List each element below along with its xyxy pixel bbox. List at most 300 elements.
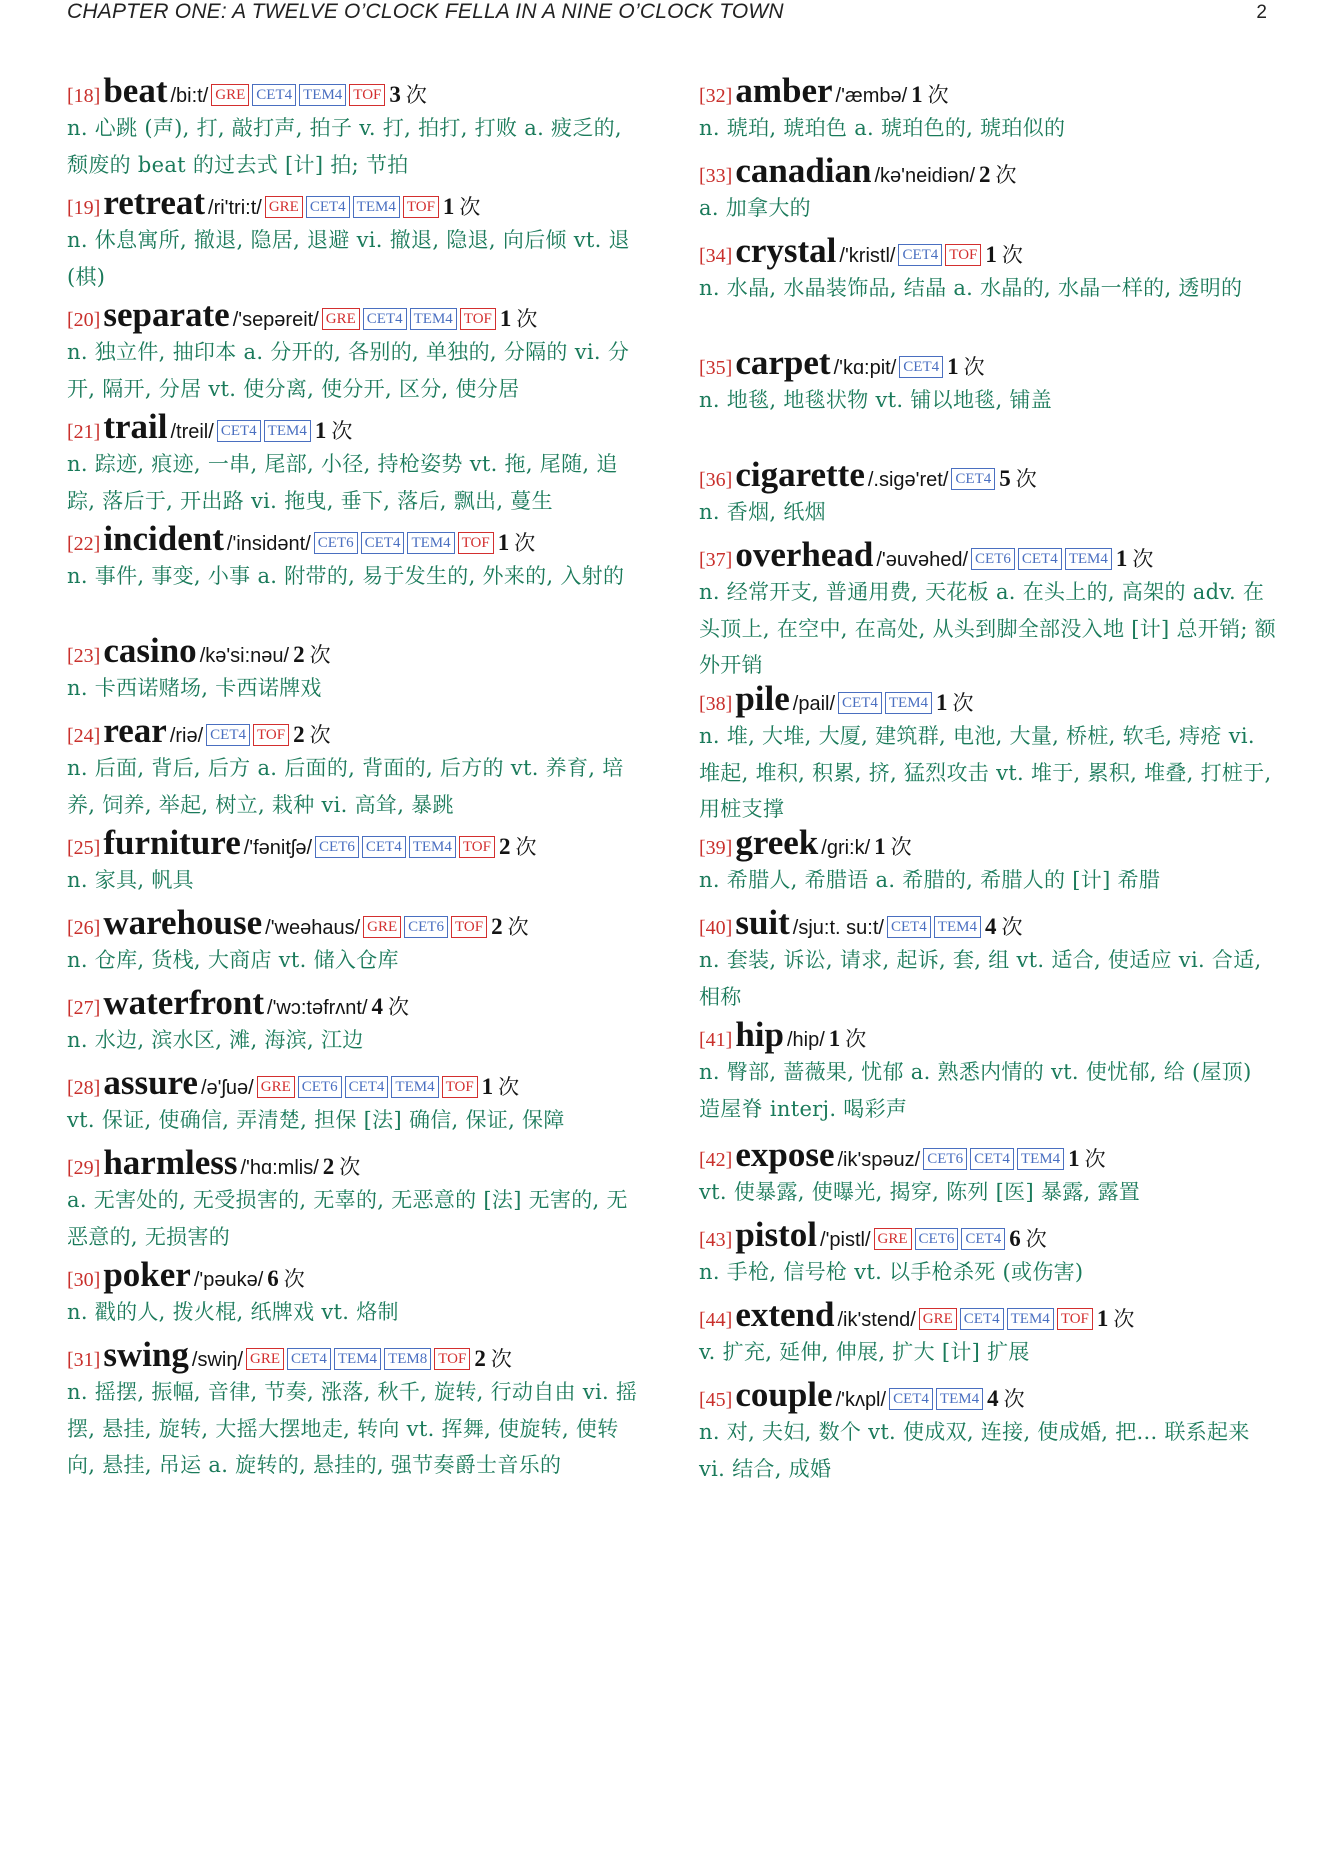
count-unit: 次 — [515, 835, 537, 859]
headword: furniture — [103, 823, 241, 862]
entry-headline — [67, 902, 645, 944]
vocab-entry — [67, 70, 645, 183]
page-header — [67, 0, 1267, 28]
occurrence-count — [1068, 1146, 1106, 1171]
exam-tag-cet4: CET4 — [961, 1228, 1005, 1250]
definition: n. 卡西诺赌场, 卡西诺牌戏 — [67, 676, 322, 700]
occurrence-count — [323, 1154, 361, 1179]
occurrence-count — [985, 914, 1023, 939]
count-number: 2 — [491, 914, 503, 939]
exam-tag-tof: TOF — [459, 836, 495, 858]
definition: n. 琥珀, 琥珀色 a. 琥珀色的, 琥珀似的 — [699, 116, 1066, 140]
count-number: 1 — [497, 530, 510, 555]
count-unit: 次 — [1084, 1147, 1106, 1171]
count-number: 1 — [314, 418, 327, 443]
pronunciation: /'kristl/ — [839, 245, 896, 267]
definition: n. 水边, 滨水区, 滩, 海滨, 江边 — [67, 1028, 364, 1052]
pronunciation: /hip/ — [786, 1029, 825, 1051]
entry-index: [35] — [699, 357, 733, 379]
count-number: 1 — [499, 306, 512, 331]
entry-index: [25] — [67, 837, 101, 859]
exam-tag-cet4: CET4 — [1018, 548, 1062, 570]
occurrence-count — [498, 530, 536, 555]
vocab-entry — [67, 902, 645, 979]
exam-tag-tem4: TEM4 — [410, 308, 457, 330]
entry-index: [32] — [699, 85, 733, 107]
exam-tag-cet6: CET6 — [915, 1228, 959, 1250]
exam-tag-cet4: CET4 — [306, 196, 350, 218]
count-number: 2 — [293, 642, 305, 667]
exam-tag-cet4: CET4 — [363, 308, 407, 330]
vocab-entry — [67, 182, 645, 295]
entry-headline — [699, 1134, 1277, 1176]
headword: trail — [103, 407, 168, 446]
entry-index: [36] — [699, 469, 733, 491]
exam-tag-tem4: TEM4 — [936, 1388, 983, 1410]
count-unit: 次 — [507, 915, 529, 939]
occurrence-count — [500, 306, 538, 331]
entry-index: [30] — [67, 1269, 101, 1291]
pronunciation: /'æmbə/ — [835, 85, 908, 107]
occurrence-count — [443, 194, 481, 219]
entry-index: [43] — [699, 1229, 733, 1251]
vocab-entry — [699, 902, 1277, 1015]
exam-tag-tof: TOF — [460, 308, 496, 330]
vocab-entry — [67, 518, 645, 595]
exam-tag-tof: TOF — [349, 84, 385, 106]
entry-index: [22] — [67, 533, 101, 555]
entry-index: [27] — [67, 997, 101, 1019]
exam-tag-tem4: TEM4 — [885, 692, 932, 714]
count-unit: 次 — [309, 723, 331, 747]
count-unit: 次 — [405, 83, 427, 107]
vocab-entry — [699, 1374, 1277, 1487]
definition: n. 希腊人, 希腊语 a. 希腊的, 希腊人的 [计] 希腊 — [699, 868, 1161, 892]
entry-headline — [699, 230, 1277, 272]
exam-tag-gre: GRE — [363, 916, 401, 938]
headword: poker — [103, 1255, 191, 1294]
pronunciation: /ik'spəuz/ — [837, 1149, 921, 1171]
entry-index: [21] — [67, 421, 101, 443]
count-unit: 次 — [309, 643, 331, 667]
exam-tag-tem8: TEM8 — [384, 1348, 431, 1370]
count-unit: 次 — [339, 1155, 361, 1179]
count-unit: 次 — [995, 163, 1017, 187]
exam-tag-cet6: CET6 — [971, 548, 1015, 570]
entry-headline — [67, 630, 645, 672]
count-number: 1 — [481, 1074, 494, 1099]
count-unit: 次 — [1132, 547, 1154, 571]
entry-headline — [699, 1214, 1277, 1256]
exam-tag-gre: GRE — [211, 84, 249, 106]
exam-tag-tem4: TEM4 — [299, 84, 346, 106]
definition: n. 心跳 (声), 打, 敲打声, 拍子 v. 打, 拍打, 打败 a. 疲乏的, 颓废的 beat 的过去式 [计] 拍; 节拍 — [67, 116, 622, 177]
count-number: 1 — [1068, 1146, 1080, 1171]
headword: harmless — [103, 1143, 238, 1182]
entry-headline — [67, 1334, 645, 1376]
vocab-entry — [699, 1134, 1277, 1211]
entry-headline — [699, 678, 1277, 720]
pronunciation: /gri:k/ — [821, 837, 871, 859]
vocab-entry — [699, 150, 1277, 227]
exam-tag-cet4: CET4 — [899, 356, 943, 378]
exam-tag-cet4: CET4 — [361, 532, 405, 554]
vocab-entry — [699, 1214, 1277, 1291]
headword: couple — [735, 1375, 833, 1414]
pronunciation: /'hɑ:mlis/ — [240, 1157, 319, 1179]
exam-tag-gre: GRE — [257, 1076, 295, 1098]
pronunciation: /ə'ʃuə/ — [200, 1077, 254, 1099]
headword: casino — [103, 631, 197, 670]
headword: warehouse — [103, 903, 263, 942]
exam-tag-gre: GRE — [246, 1348, 284, 1370]
vocab-entry — [67, 1062, 645, 1139]
occurrence-count — [999, 466, 1037, 491]
exam-tag-cet4: CET4 — [970, 1148, 1014, 1170]
entry-index: [23] — [67, 645, 101, 667]
exam-tag-tem4: TEM4 — [407, 532, 454, 554]
vocab-entry — [699, 342, 1277, 419]
occurrence-count — [372, 994, 410, 1019]
exam-tag-cet6: CET6 — [298, 1076, 342, 1098]
occurrence-count — [987, 1386, 1025, 1411]
occurrence-count — [315, 418, 353, 443]
headword: suit — [735, 903, 790, 942]
occurrence-count — [1116, 546, 1154, 571]
vocab-entry — [699, 678, 1277, 828]
definition: vt. 使暴露, 使曝光, 揭穿, 陈列 [医] 暴露, 露置 — [699, 1180, 1141, 1204]
occurrence-count — [985, 242, 1023, 267]
definition: a. 无害处的, 无受损害的, 无辜的, 无恶意的 [法] 无害的, 无恶意的, 无损害的 — [67, 1188, 628, 1249]
exam-tag-cet4: CET4 — [252, 84, 296, 106]
vocab-entry — [699, 1014, 1277, 1127]
pronunciation: /'insidənt/ — [226, 533, 311, 555]
exam-tag-tem4: TEM4 — [353, 196, 400, 218]
entry-index: [42] — [699, 1149, 733, 1171]
pronunciation: /'pəukə/ — [193, 1269, 264, 1291]
entry-headline — [699, 902, 1277, 944]
headword: extend — [735, 1295, 835, 1334]
exam-tag-tof: TOF — [403, 196, 439, 218]
occurrence-count — [911, 82, 949, 107]
exam-tag-tem4: TEM4 — [1065, 548, 1112, 570]
definition: n. 家具, 帆具 — [67, 868, 194, 892]
entry-index: [41] — [699, 1029, 733, 1051]
entry-index: [26] — [67, 917, 101, 939]
count-number: 2 — [979, 162, 991, 187]
definition: a. 加拿大的 — [699, 196, 811, 220]
occurrence-count — [293, 642, 331, 667]
entry-headline — [699, 70, 1277, 112]
occurrence-count — [474, 1346, 512, 1371]
pronunciation: /treil/ — [170, 421, 214, 443]
exam-tag-cet6: CET6 — [315, 836, 359, 858]
headword: waterfront — [103, 983, 265, 1022]
exam-tag-tof: TOF — [1057, 1308, 1093, 1330]
definition: n. 休息寓所, 撤退, 隐居, 退避 vi. 撤退, 隐退, 向后倾 vt. 退 (棋) — [67, 228, 630, 289]
pronunciation: /'əuvəhed/ — [876, 549, 969, 571]
exam-tag-tof: TOF — [253, 724, 289, 746]
occurrence-count — [267, 1266, 305, 1291]
count-unit: 次 — [1015, 467, 1037, 491]
entry-index: [18] — [67, 85, 101, 107]
count-number: 6 — [1009, 1226, 1021, 1251]
definition: n. 香烟, 纸烟 — [699, 500, 826, 524]
definition: n. 套装, 诉讼, 请求, 起诉, 套, 组 vt. 适合, 使适应 vi. 合适, 相称 — [699, 948, 1262, 1009]
headword: pistol — [735, 1215, 818, 1254]
exam-tag-cet4: CET4 — [362, 836, 406, 858]
entry-index: [20] — [67, 309, 101, 331]
exam-tag-cet4: CET4 — [960, 1308, 1004, 1330]
pronunciation: /kə'si:nəu/ — [199, 645, 290, 667]
exam-tag-tem4: TEM4 — [334, 1348, 381, 1370]
count-unit: 次 — [459, 195, 481, 219]
exam-tag-tem4: TEM4 — [264, 420, 311, 442]
pronunciation: /'sepəreit/ — [232, 309, 319, 331]
exam-tag-cet4: CET4 — [887, 916, 931, 938]
entry-index: [44] — [699, 1309, 733, 1331]
headword: retreat — [103, 183, 206, 222]
exam-tag-tem4: TEM4 — [409, 836, 456, 858]
entry-index: [33] — [699, 165, 733, 187]
entry-index: [34] — [699, 245, 733, 267]
count-unit: 次 — [1025, 1227, 1047, 1251]
entry-index: [38] — [699, 693, 733, 715]
pronunciation: /bi:t/ — [170, 85, 209, 107]
pronunciation: /'kɑ:pit/ — [833, 357, 897, 379]
entry-headline — [699, 822, 1277, 864]
count-unit: 次 — [963, 355, 985, 379]
count-number: 3 — [389, 82, 401, 107]
exam-tag-gre: GRE — [874, 1228, 912, 1250]
vocab-entry — [67, 1254, 645, 1331]
entry-headline — [67, 294, 645, 336]
count-unit: 次 — [890, 835, 912, 859]
exam-tag-cet4: CET4 — [889, 1388, 933, 1410]
entry-headline — [699, 1294, 1277, 1336]
headword: pile — [735, 679, 790, 718]
count-number: 2 — [498, 834, 511, 859]
pronunciation: /'kʌpl/ — [835, 1389, 887, 1411]
headword: beat — [103, 71, 168, 110]
occurrence-count — [979, 162, 1017, 187]
vocab-entry — [67, 406, 645, 519]
headword: expose — [735, 1135, 835, 1174]
occurrence-count — [293, 722, 331, 747]
entry-headline — [699, 1014, 1277, 1056]
exam-tag-tof: TOF — [442, 1076, 478, 1098]
count-number: 4 — [984, 914, 997, 939]
entry-index: [39] — [699, 837, 733, 859]
definition: n. 踪迹, 痕迹, 一串, 尾部, 小径, 持枪姿势 vt. 拖, 尾随, 追踪, 落后于, 开出路 vi. 拖曳, 垂下, 落后, 飘出, 蔓生 — [67, 452, 618, 513]
definition: n. 戳的人, 拨火棍, 纸牌戏 vt. 烙制 — [67, 1300, 399, 1324]
occurrence-count — [829, 1026, 867, 1051]
exam-tag-cet4: CET4 — [287, 1348, 331, 1370]
count-number: 6 — [267, 1266, 279, 1291]
definition: n. 经常开支, 普通用费, 天花板 a. 在头上的, 高架的 adv. 在头顶上, 在空中, 在高处, 从头到脚全部没入地 [计] 总开销; 额外开销 — [699, 580, 1277, 677]
count-number: 4 — [987, 1386, 999, 1411]
entry-headline — [67, 518, 645, 560]
entry-index: [40] — [699, 917, 733, 939]
occurrence-count — [1097, 1306, 1135, 1331]
pronunciation: /.sigə'ret/ — [867, 469, 949, 491]
pronunciation: /ri'tri:t/ — [208, 197, 262, 219]
headword: separate — [103, 295, 230, 334]
count-unit: 次 — [1113, 1307, 1135, 1331]
pronunciation: /sju:t. su:t/ — [792, 917, 884, 939]
exam-tag-cet4: CET4 — [898, 244, 942, 266]
exam-tag-tem4: TEM4 — [1017, 1148, 1064, 1170]
headword: hip — [735, 1015, 784, 1054]
occurrence-count — [482, 1074, 520, 1099]
definition: n. 堆, 大堆, 大厦, 建筑群, 电池, 大量, 桥桩, 软毛, 痔疮 vi. 堆起, 堆积, 积累, 挤, 猛烈攻击 vt. 堆于, 累积, 堆叠, 打桩于, 用桩支撑 — [699, 724, 1272, 821]
count-number: 1 — [911, 82, 923, 107]
vocab-entry — [67, 982, 645, 1059]
count-number: 1 — [936, 690, 948, 715]
entry-headline — [699, 342, 1277, 384]
exam-tag-tem4: TEM4 — [1007, 1308, 1054, 1330]
definition: n. 手枪, 信号枪 vt. 以手枪杀死 (或伤害) — [699, 1260, 1084, 1284]
exam-tag-tof: TOF — [458, 532, 494, 554]
count-unit: 次 — [1001, 915, 1023, 939]
vocab-entry — [699, 454, 1277, 531]
entry-headline — [699, 1374, 1277, 1416]
count-unit: 次 — [952, 691, 974, 715]
definition: n. 臀部, 蔷薇果, 忧郁 a. 熟悉内情的 vt. 使忧郁, 给 (屋顶) 造屋脊 interj. 喝彩声 — [699, 1060, 1252, 1121]
definition: n. 水晶, 水晶装饰品, 结晶 a. 水晶的, 水晶一样的, 透明的 — [699, 276, 1243, 300]
entry-headline — [67, 182, 645, 224]
occurrence-count — [874, 834, 912, 859]
exam-tag-cet6: CET6 — [923, 1148, 967, 1170]
headword: crystal — [735, 231, 837, 270]
vocab-entry — [699, 534, 1277, 684]
count-number: 1 — [1096, 1306, 1109, 1331]
count-number: 2 — [474, 1346, 486, 1371]
vocab-entry — [699, 70, 1277, 147]
pronunciation: /'weəhaus/ — [265, 917, 361, 939]
vocab-entry — [67, 1334, 645, 1484]
entry-index: [45] — [699, 1389, 733, 1411]
count-number: 1 — [985, 242, 997, 267]
vocab-entry — [67, 630, 645, 707]
count-unit: 次 — [331, 419, 353, 443]
entry-index: [31] — [67, 1349, 101, 1371]
entry-index: [28] — [67, 1077, 101, 1099]
count-unit: 次 — [845, 1027, 867, 1051]
count-number: 2 — [322, 1154, 335, 1179]
pronunciation: /kə'neidiən/ — [874, 165, 976, 187]
entry-headline — [67, 406, 645, 448]
headword: greek — [735, 823, 819, 862]
pronunciation: /'wɔ:təfrʌnt/ — [267, 997, 368, 1019]
vocab-entry — [699, 230, 1277, 307]
entry-headline — [699, 534, 1277, 576]
entry-headline — [67, 1142, 645, 1184]
occurrence-count — [491, 914, 529, 939]
headword: carpet — [735, 343, 831, 382]
exam-tag-cet4: CET4 — [951, 468, 995, 490]
entry-headline — [699, 454, 1277, 496]
headword: rear — [103, 711, 167, 750]
exam-tag-cet4: CET4 — [206, 724, 250, 746]
count-number: 1 — [828, 1026, 841, 1051]
vocab-entry — [699, 1294, 1277, 1371]
headword: overhead — [735, 535, 874, 574]
definition: n. 地毯, 地毯状物 vt. 铺以地毯, 铺盖 — [699, 388, 1053, 412]
definition: n. 独立件, 抽印本 a. 分开的, 各别的, 单独的, 分隔的 vi. 分开, 隔开, 分居 vt. 使分离, 使分开, 区分, 使分居 — [67, 340, 630, 401]
entry-headline — [67, 70, 645, 112]
entry-headline — [67, 1062, 645, 1104]
occurrence-count — [936, 690, 974, 715]
definition: n. 仓库, 货栈, 大商店 vt. 储入仓库 — [67, 948, 399, 972]
entry-headline — [67, 710, 645, 752]
entry-index: [29] — [67, 1157, 101, 1179]
exam-tag-cet6: CET6 — [404, 916, 448, 938]
pronunciation: /swiŋ/ — [191, 1349, 244, 1371]
count-number: 1 — [1115, 546, 1128, 571]
occurrence-count — [947, 354, 985, 379]
count-number: 1 — [442, 194, 455, 219]
vocab-entry — [67, 294, 645, 407]
headword: incident — [103, 519, 224, 558]
entry-index: [37] — [699, 549, 733, 571]
entry-headline — [699, 150, 1277, 192]
page-number: 2 — [1256, 2, 1267, 23]
pronunciation: /'pistl/ — [820, 1229, 871, 1251]
count-unit: 次 — [498, 1075, 520, 1099]
definition: vt. 保证, 使确信, 弄清楚, 担保 [法] 确信, 保证, 保障 — [67, 1108, 565, 1132]
count-unit: 次 — [283, 1267, 305, 1291]
exam-tag-cet4: CET4 — [838, 692, 882, 714]
headword: swing — [103, 1335, 189, 1374]
pronunciation: /pail/ — [792, 693, 836, 715]
chapter-title: CHAPTER ONE: A TWELVE O’CLOCK FELLA IN A NINE O’CLOCK TOWN — [67, 0, 784, 23]
vocab-entry — [67, 822, 645, 899]
definition: n. 后面, 背后, 后方 a. 后面的, 背面的, 后方的 vt. 养育, 培养, 饲养, 举起, 树立, 栽种 vi. 高耸, 暴跳 — [67, 756, 624, 817]
count-unit: 次 — [927, 83, 949, 107]
exam-tag-tof: TOF — [434, 1348, 470, 1370]
entry-index: [19] — [67, 197, 101, 219]
exam-tag-cet6: CET6 — [314, 532, 358, 554]
occurrence-count — [1009, 1226, 1047, 1251]
count-number: 1 — [947, 354, 959, 379]
definition: n. 对, 夫妇, 数个 vt. 使成双, 连接, 使成婚, 把... 联系起来 vi. 结合, 成婚 — [699, 1420, 1250, 1481]
exam-tag-tem4: TEM4 — [391, 1076, 438, 1098]
exam-tag-tof: TOF — [451, 916, 487, 938]
headword: canadian — [735, 151, 872, 190]
definition: n. 事件, 事变, 小事 a. 附带的, 易于发生的, 外来的, 入射的 — [67, 564, 625, 588]
count-unit: 次 — [516, 307, 538, 331]
definition: n. 摇摆, 振幅, 音律, 节奏, 涨落, 秋千, 旋转, 行动自由 vi. 摇摆, 悬挂, 旋转, 大摇大摆地走, 转向 vt. 挥舞, 使旋转, 使转向, 悬挂, 吊运 a. 旋转的, 悬挂的, 强节奏爵士音乐的 — [67, 1380, 638, 1477]
count-number: 5 — [999, 466, 1011, 491]
headword: amber — [735, 71, 833, 110]
headword: cigarette — [735, 455, 865, 494]
count-unit: 次 — [490, 1347, 512, 1371]
definition: v. 扩充, 延伸, 伸展, 扩大 [计] 扩展 — [699, 1340, 1030, 1364]
pronunciation: /ik'stend/ — [837, 1309, 916, 1331]
pronunciation: /riə/ — [169, 725, 204, 747]
vocab-entry — [699, 822, 1277, 899]
occurrence-count — [499, 834, 537, 859]
entry-index: [24] — [67, 725, 101, 747]
exam-tag-gre: GRE — [322, 308, 360, 330]
entry-headline — [67, 982, 645, 1024]
count-number: 1 — [874, 834, 886, 859]
count-unit: 次 — [388, 995, 410, 1019]
vocab-entry — [67, 710, 645, 823]
count-unit: 次 — [514, 531, 536, 555]
exam-tag-cet4: CET4 — [217, 420, 261, 442]
